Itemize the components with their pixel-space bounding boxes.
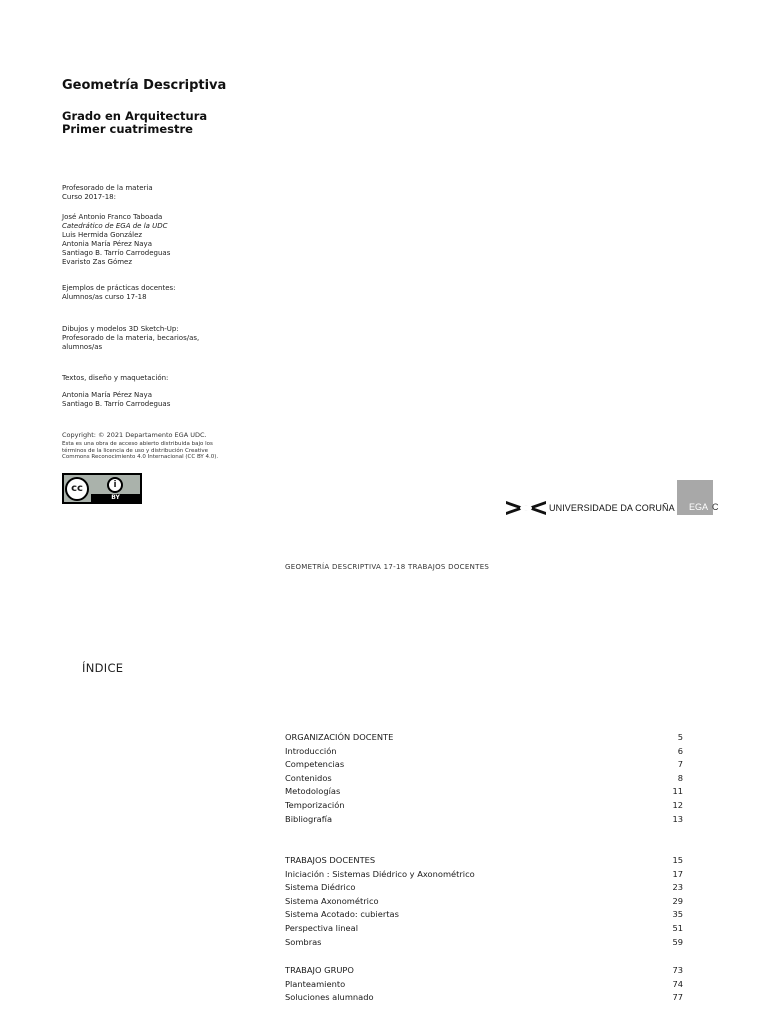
toc-label: Sombras — [285, 936, 322, 947]
drawings-line: Dibujos y modelos 3D Sketch-Up: — [62, 325, 179, 333]
toc-page: 17 — [672, 868, 683, 879]
toc-page: 77 — [672, 992, 683, 1003]
toc-section-grupo — [285, 964, 683, 1005]
examples-line: Ejemplos de prácticas docentes: — [62, 284, 176, 292]
department-logo-trail: C — [712, 502, 719, 512]
cc-icon: cc — [65, 477, 89, 501]
credit-name: Antonia María Pérez Naya — [62, 391, 152, 399]
subtitle-degree: Grado en Arquitectura — [62, 109, 208, 123]
faculty-member: Evaristo Zas Gómez — [62, 258, 133, 266]
toc-page: 6 — [677, 745, 683, 756]
toc-row[interactable] — [285, 868, 683, 882]
toc-row[interactable] — [285, 895, 683, 909]
drawings-line: Profesorado de la materia, becarios/as, — [62, 334, 200, 342]
toc-row[interactable] — [285, 908, 683, 922]
texts-credit-names — [62, 391, 170, 409]
toc-page: 35 — [672, 909, 683, 920]
running-header: GEOMETRÍA DESCRIPTIVA 17-18 TRABAJOS DOCENTES — [285, 563, 490, 571]
toc-row[interactable] — [285, 964, 683, 978]
toc-label: Competencias — [285, 759, 345, 770]
toc-row[interactable] — [285, 772, 683, 786]
toc-page: 74 — [672, 978, 683, 989]
cc-by-license-badge[interactable] — [62, 473, 142, 504]
toc-label: TRABAJOS DOCENTES — [285, 855, 376, 865]
copyright-line: Copyright: © 2021 Departamento EGA UDC. — [62, 431, 207, 439]
toc-row[interactable] — [285, 731, 683, 745]
faculty-heading-line: Curso 2017-18: — [62, 193, 116, 201]
document-title: Geometría Descriptiva — [62, 78, 227, 93]
toc-row[interactable] — [285, 881, 683, 895]
faculty-member-role: Catedrático de EGA de la UDC — [62, 222, 168, 230]
faculty-heading-line: Profesorado de la materia — [62, 184, 153, 192]
department-logo-text: EGA — [689, 502, 709, 512]
toc-section-organizacion — [285, 731, 683, 826]
toc-section-trabajos — [285, 854, 683, 949]
toc-page: 73 — [672, 965, 683, 975]
examples-line: Alumnos/as curso 17-18 — [62, 293, 147, 301]
toc-label: TRABAJO GRUPO — [285, 965, 354, 975]
toc-label: Sistema Diédrico — [285, 882, 356, 893]
toc-page: 23 — [672, 882, 683, 893]
toc-label: Contenidos — [285, 772, 332, 783]
by-label: BY — [91, 494, 140, 502]
texts-credit-heading: Textos, diseño y maquetación: — [62, 374, 169, 382]
faculty-member: José Antonio Franco Taboada — [62, 213, 163, 221]
toc-label: Perspectiva lineal — [285, 922, 359, 933]
examples-credit — [62, 284, 176, 302]
toc-page: 11 — [672, 786, 683, 797]
faculty-heading — [62, 184, 153, 202]
toc-label: ORGANIZACIÓN DOCENTE — [285, 732, 394, 742]
toc-page: 13 — [672, 813, 683, 824]
toc-page: 8 — [677, 772, 683, 783]
toc-row[interactable] — [285, 922, 683, 936]
faculty-member: Luis Hermida González — [62, 231, 143, 239]
toc-row[interactable] — [285, 991, 683, 1005]
license-line: términos de la licencia de uso y distribución Creative — [62, 447, 209, 454]
toc-row[interactable] — [285, 799, 683, 813]
university-name: UNIVERSIDADE DA CORUÑA — [549, 503, 675, 513]
license-line: Commons Reconocimiento 4.0 Internacional (CC BY 4.0). — [62, 454, 219, 460]
credit-name: Santiago B. Tarrío Carrodeguas — [62, 400, 171, 408]
toc-row[interactable] — [285, 745, 683, 759]
toc-page: 5 — [677, 732, 683, 742]
license-text — [62, 441, 218, 461]
toc-label: Temporización — [285, 799, 345, 810]
drawings-line: alumnos/as — [62, 343, 103, 351]
toc-row[interactable] — [285, 854, 683, 868]
toc-page: 51 — [672, 922, 683, 933]
toc-label: Bibliografía — [285, 813, 333, 824]
document-subtitle — [62, 110, 207, 136]
toc-row[interactable] — [285, 978, 683, 992]
toc-row[interactable] — [285, 936, 683, 950]
toc-page: 29 — [672, 895, 683, 906]
subtitle-term: Primer cuatrimestre — [62, 122, 193, 136]
license-line: Esta es una obra de acceso abierto distribuida bajo los — [62, 441, 213, 447]
toc-page: 15 — [672, 855, 683, 865]
toc-label: Iniciación : Sistemas Diédrico y Axonométrico — [285, 868, 475, 879]
university-emblem-icon — [505, 498, 547, 518]
toc-page: 7 — [677, 759, 683, 770]
toc-label: Metodologías — [285, 786, 341, 797]
toc-row[interactable] — [285, 785, 683, 799]
toc-row[interactable] — [285, 813, 683, 827]
toc-page: 12 — [672, 799, 683, 810]
toc-label: Planteamiento — [285, 978, 346, 989]
toc-label: Sistema Axonométrico — [285, 895, 379, 906]
attribution-person-icon: i — [107, 477, 123, 493]
faculty-member: Antonia María Pérez Naya — [62, 240, 152, 248]
toc-row[interactable] — [285, 758, 683, 772]
toc-page: 59 — [672, 936, 683, 947]
faculty-member: Santiago B. Tarrío Carrodeguas — [62, 249, 171, 257]
faculty-list — [62, 213, 170, 267]
toc-label: Sistema Acotado: cubiertas — [285, 909, 399, 920]
drawings-credit — [62, 325, 199, 352]
toc-label: Soluciones alumnado — [285, 992, 374, 1003]
toc-label: Introducción — [285, 745, 337, 756]
index-heading: ÍNDICE — [82, 661, 124, 675]
